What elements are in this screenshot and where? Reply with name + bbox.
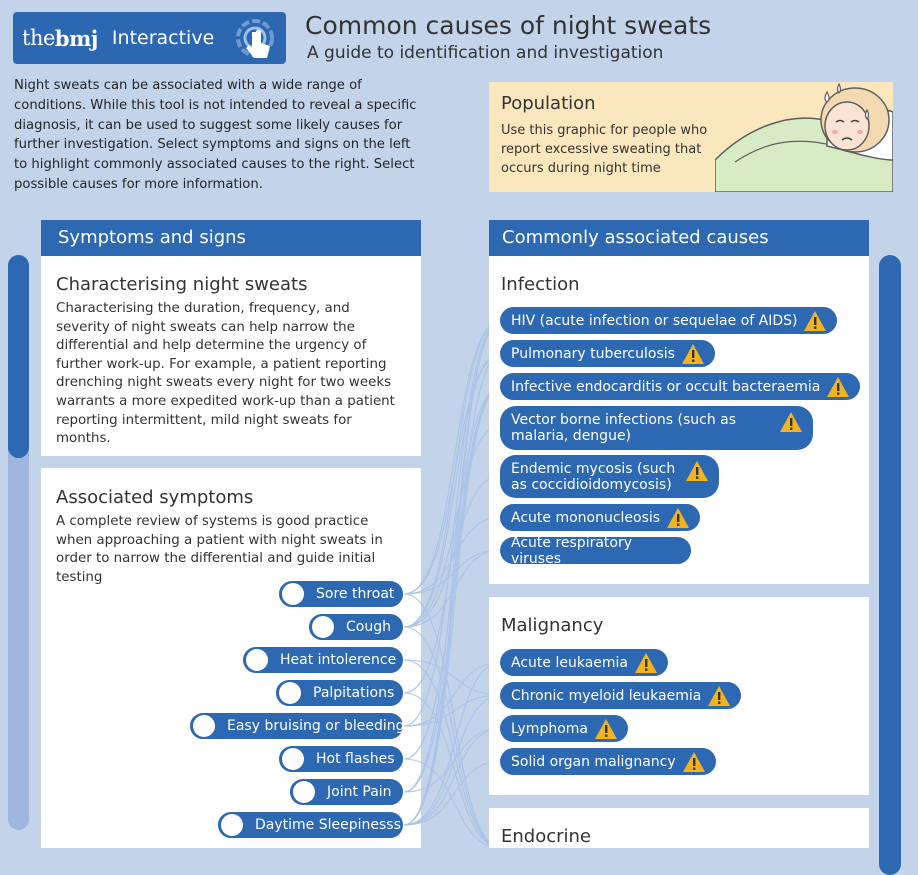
cause-label: Endemic mycosis (such as coccidioidomycosis) (511, 460, 676, 493)
right-scroll-thumb[interactable] (879, 255, 901, 875)
characterising-card (41, 256, 421, 456)
cause-label: Acute leukaemia (511, 654, 628, 671)
intro-text: Night sweats can be associated with a wide range of conditions. While this tool is not intended to reveal a specific diagnosis, it can be used to suggest some likely causes for further investigation. Select symptoms and signs on the left to highlight commonly associated causes to the right. Select possible causes for more information. (14, 78, 417, 192)
logo-interactive-text: Interactive (111, 27, 215, 49)
symptom-label: Sore throat (316, 586, 395, 602)
symptom-toggle-easy-bruising[interactable] (190, 713, 403, 739)
symptom-label: Daytime Sleepinesss (255, 817, 401, 833)
cause-endemic-mycosis[interactable] (500, 455, 719, 498)
symptom-label: Hot flashes (316, 751, 395, 767)
causes-header: Commonly associated causes (489, 220, 869, 256)
warning-icon (685, 460, 709, 482)
cause-pulmonary-tuberculosis[interactable] (500, 340, 715, 367)
toggle-knob (282, 583, 304, 605)
toggle-knob (279, 682, 301, 704)
toggle-knob (293, 781, 315, 803)
symptom-toggle-cough[interactable] (309, 614, 403, 640)
toggle-knob (282, 748, 304, 770)
warning-icon (682, 751, 706, 773)
warning-icon (634, 652, 658, 674)
page-title: Common causes of night sweats (305, 11, 712, 40)
page-subtitle: A guide to identification and investigation (307, 43, 664, 63)
symptom-label: Joint Pain (327, 784, 392, 800)
cause-label: Lymphoma (511, 720, 588, 737)
cause-acute-leukaemia[interactable] (500, 649, 668, 676)
symptom-toggle-joint-pain[interactable] (290, 779, 403, 805)
cause-lymphoma[interactable] (500, 715, 628, 742)
cause-chronic-myeloid-leukaemia[interactable] (500, 682, 741, 709)
symptoms-header: Symptoms and signs (41, 220, 421, 256)
touch-hand-icon (235, 18, 279, 62)
warning-icon (681, 343, 705, 365)
symptom-toggle-heat-intolerence[interactable] (243, 647, 403, 673)
symptom-toggle-sore-throat[interactable] (279, 581, 403, 607)
population-text: Use this graphic for people who report excessive sweating that occurs during night time (501, 123, 708, 176)
symptom-label: Heat intolerence (280, 652, 397, 668)
population-title: Population (501, 93, 596, 114)
symptom-label: Cough (346, 619, 391, 635)
cause-label: Pulmonary tuberculosis (511, 345, 675, 362)
symptom-toggle-palpitations[interactable] (276, 680, 403, 706)
toggle-knob (246, 649, 268, 671)
toggle-knob (193, 715, 215, 737)
cause-label: Acute respiratory viruses (511, 534, 633, 567)
left-scroll-thumb[interactable] (8, 255, 29, 458)
infection-title: Infection (501, 274, 580, 295)
logo-bmj-text: bmj (54, 25, 98, 51)
cause-acute-mononucleosis[interactable] (500, 504, 700, 531)
population-box (489, 82, 893, 192)
endocrine-card (489, 808, 869, 848)
characterising-text: Characterising the duration, frequency, and severity of night sweats can help narrow the differential and help determine the urgency of further work-up. For example, a patient reporting drenching night sweats every night for two weeks warrants a more expedited work-up than a patient reporting intermittent, mild night sweats for months. (56, 301, 395, 447)
cause-label: Vector borne infections (such as malaria, dengue) (511, 412, 737, 444)
symptom-toggle-daytime-sleepiness[interactable] (218, 812, 403, 838)
cause-label: Acute mononucleosis (511, 509, 661, 526)
warning-icon (594, 718, 618, 740)
associated-text: A complete review of systems is good practice when approaching a patient with night sweats in order to narrow the differential and guide initial testing (56, 514, 383, 585)
cause-infective-endocarditis[interactable] (500, 373, 860, 400)
toggle-knob (221, 814, 243, 836)
bmj-logo[interactable] (13, 12, 286, 64)
logo-the-text: the (22, 26, 55, 50)
cause-solid-organ-malignancy[interactable] (500, 748, 716, 775)
toggle-knob (312, 616, 334, 638)
warning-icon (826, 376, 850, 398)
warning-icon (779, 411, 803, 433)
warning-icon (803, 310, 827, 332)
warning-icon (666, 507, 690, 529)
warning-icon (707, 685, 731, 707)
cause-label: Solid organ malignancy (511, 753, 676, 770)
cause-label: Infective endocarditis or occult bacteraemia (511, 378, 821, 395)
cause-label: HIV (acute infection or sequelae of AIDS) (511, 312, 798, 329)
cause-label: Chronic myeloid leukaemia (511, 687, 702, 704)
malignancy-title: Malignancy (501, 615, 604, 636)
characterising-title: Characterising night sweats (56, 274, 308, 295)
symptom-label: Easy bruising or bleeding (227, 718, 405, 734)
symptom-toggle-hot-flashes[interactable] (279, 746, 403, 772)
associated-title: Associated symptoms (56, 487, 254, 508)
symptom-label: Palpitations (313, 685, 395, 701)
cause-acute-respiratory-viruses[interactable] (500, 534, 691, 567)
sweating-patient-illustration (715, 50, 893, 192)
cause-hiv[interactable] (500, 307, 837, 334)
endocrine-title: Endocrine (501, 826, 591, 847)
cause-vector-borne-infections[interactable] (500, 406, 813, 450)
